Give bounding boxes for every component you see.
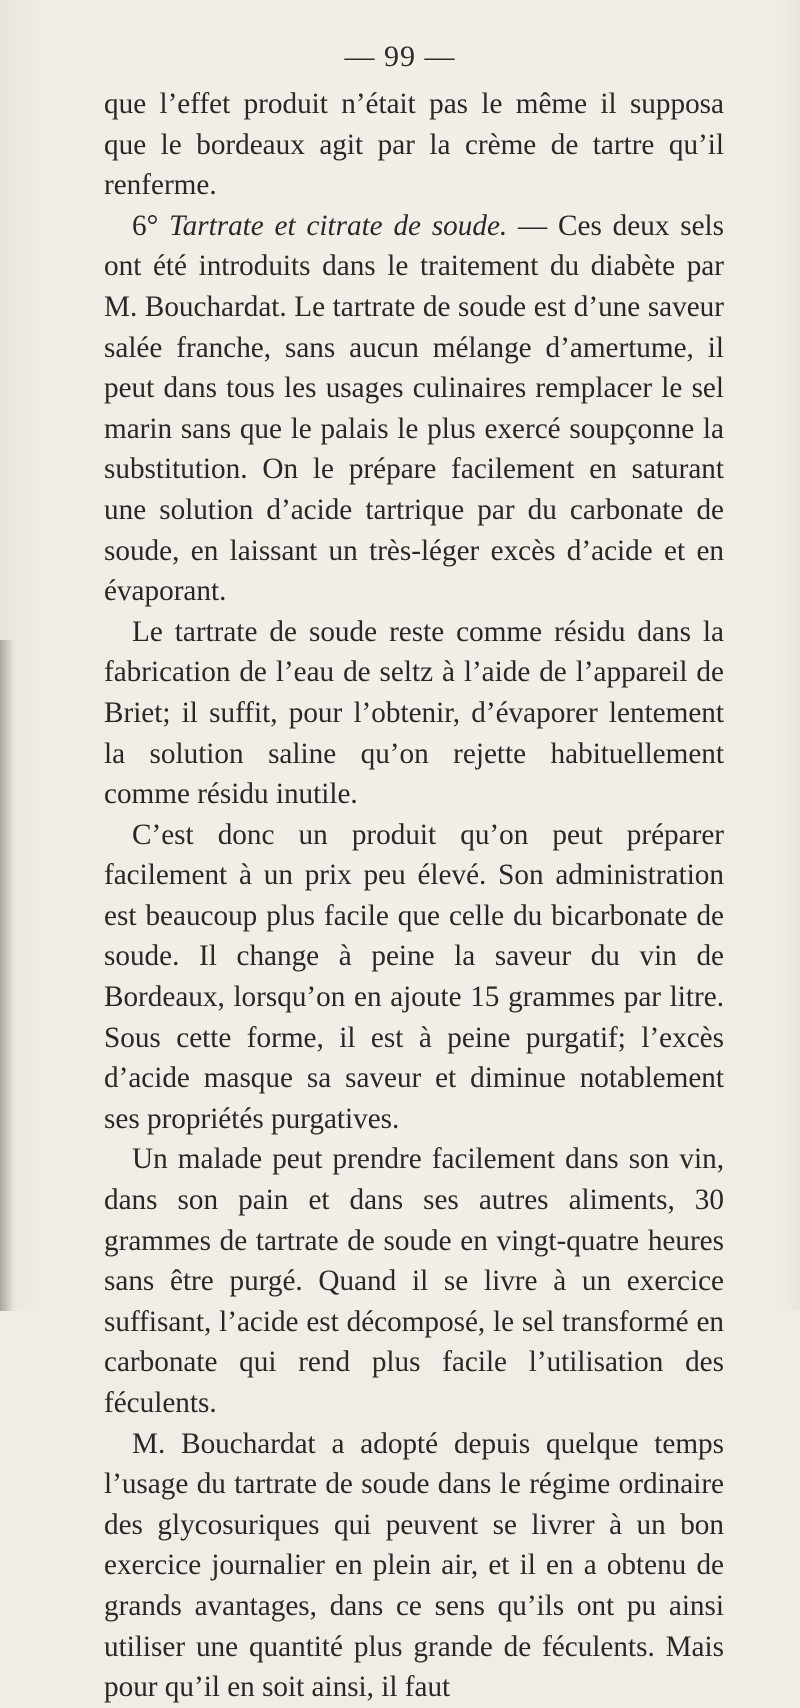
spine-shadow [0, 640, 14, 1311]
page-number: — 99 — [344, 40, 456, 73]
section-heading: Tartrate et citrate de soude. [169, 209, 508, 242]
paragraph-2-text: — Ces deux sels ont été introduits dans le traitement du diabète par M. Bouchardat. Le tartrate de soude est d’une saveur salée franche, sans aucun mélange d’amertume, il peut dans tous les usages culinaires remplacer le sel marin sans que le palais le plus exercé soupçonne la substitution. On le prépare facilement en saturant une solution d’acide tartrique par du carbonate de soude, en laissant un très-léger excès d’acide et en évaporant. [104, 209, 724, 608]
paragraph-5: Un malade peut prendre facilement dans son vin, dans son pain et dans ses autres aliments, 30 grammes de tartrate de soude en vingt-quatre heures sans être purgé. Quand il se livre à un exercice suffisant, l’acide est décomposé, le sel transformé en carbonate qui rend plus facile l’utilisation des féculents. [104, 1143, 724, 1419]
paragraph-3: Le tartrate de soude reste comme résidu dans la fabrication de l’eau de seltz à l’aide de l’appareil de Briet; il suffit, pour l’obtenir, d’évaporer lentement la solution saline qu’on rejette habituellement comme résidu inutile. [104, 615, 724, 811]
paragraph-2 [104, 206, 724, 612]
section-number: 6° [132, 209, 159, 242]
body-text [104, 84, 724, 1708]
paragraph-6: M. Bouchardat a adopté depuis quelque temps l’usage du tartrate de soude dans le régime ordinaire des glycosuriques qui peuvent se livrer à un bon exercice journalier en plein air, et il en a obtenu de grands avantages, dans ce sens qu’ils ont pu ainsi utiliser une quantité plus grande de féculents. Mais pour qu’il en soit ainsi, il faut [104, 1427, 724, 1704]
paragraph-4: C’est donc un produit qu’on peut préparer facilement à un prix peu élevé. Son administration est beaucoup plus facile que celle du bicarbonate de soude. Il change à peine la saveur du vin de Bordeaux, lorsqu’on en ajoute 15 grammes par litre. Sous cette forme, il est à peine purgatif; l’excès d’acide masque sa saveur et diminue notablement ses propriétés purgatives. [104, 818, 724, 1135]
paragraph-1: que l’effet produit n’était pas le même il supposa que le bordeaux agit par la crème de tartre qu’il renferme. [104, 88, 724, 202]
